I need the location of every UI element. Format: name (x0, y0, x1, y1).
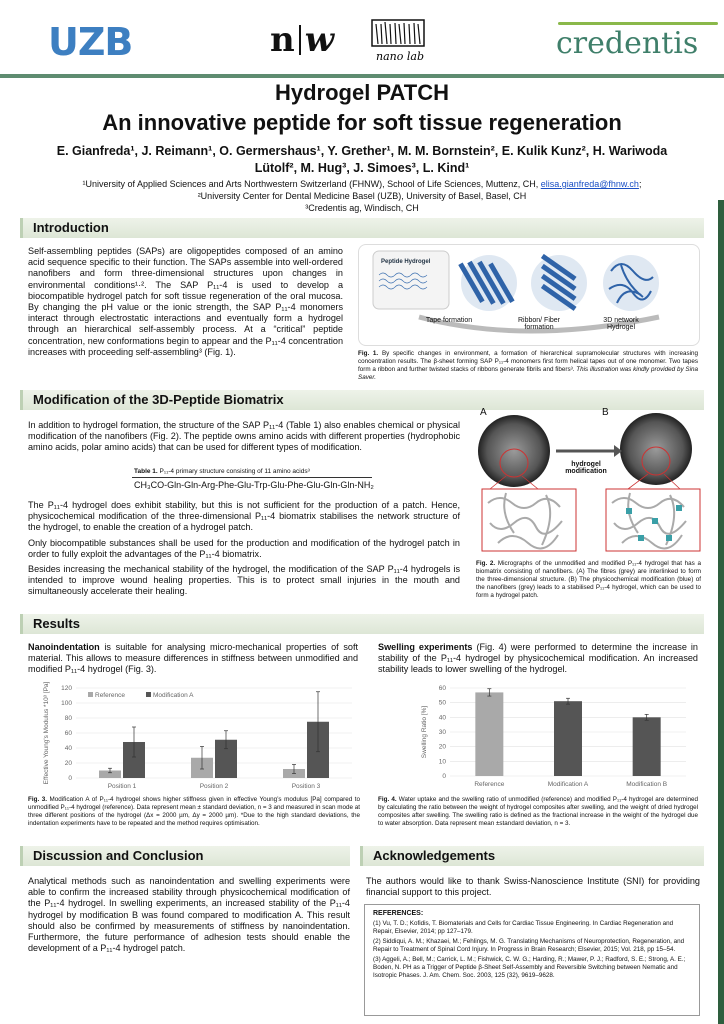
table1-rule (132, 477, 372, 478)
fig3-caption-label: Fig. 3. (28, 796, 47, 803)
y-axis-label: Effective Young's Modulus *10³ [Pa] (43, 682, 50, 785)
references-heading: REFERENCES: (373, 910, 424, 917)
legend-swatch (88, 692, 93, 697)
affiliation-3: ³Credentis ag, Windisch, CH (305, 203, 419, 213)
fig2-caption-text: Micrographs of the unmodified and modified P₁₁-4 hydrogel that has a biomatrix consisting of nanofibers. (A) The fibres (grey) are interlinked to form the three-dimensional structure. (B) The physicochemical modification (blue) of the nanofibers (grey) leads to a stabilised P₁₁-4 hydrogel, which can be used to form a hydrogel patch. (476, 560, 701, 599)
legend-label: Modification A (153, 692, 194, 699)
y-tick-label: 100 (61, 700, 72, 707)
fig1-caption-label: Fig. 1. (358, 350, 379, 357)
y-tick-label: 60 (64, 730, 72, 737)
fig2-label-a: A (480, 407, 487, 418)
credentis-text: credentis (556, 26, 699, 61)
fig2-caption (476, 560, 701, 600)
fig2-arrow-label: hydrogel modification (565, 461, 607, 475)
results-nano-body: is suitable for analysing micro-mechanical properties of soft material. This allows to measure differences in stiffness between unmodified and modified P₁₁-4 hydrogel (Fig. 3). (28, 642, 358, 675)
y-tick-label: 120 (61, 685, 72, 692)
x-tick-label: Position 3 (291, 783, 321, 790)
y-tick-label: 20 (438, 743, 446, 751)
fhnw-logo (270, 20, 334, 60)
results-swell-bold: Swelling experiments (378, 642, 473, 652)
intro-text: Self-assembling peptides (SAPs) are oligopeptides composed of an amino acid sequence specific to their function. The SAPs assemble into well-ordered nanofibers and form three-dimensional structures upon changes in environmental conditions¹·². The SAP P₁₁-4 is used to develop a biocompatible hydrogel patch for soft tissue regeneration of the oral mucosa. By changing the pH value or the ionic strength, the SAP P₁₁-4 monomers interact through electrostatic interactions and eventually form a hydrogel through an hierarchical self-assembly process. At a “critical” peptide concentration, new conformations begin to appear and the P₁₁-4 concentration increases with proceeding self-assembling³ (Fig. 1). (28, 246, 343, 357)
references-box (364, 904, 700, 1016)
side-accent-bar (718, 200, 724, 1024)
intro-heading-text: Introduction (33, 220, 109, 235)
fig1-caption (358, 350, 698, 382)
y-tick-label: 10 (438, 758, 446, 766)
acknowledgements-text: The authors would like to thank Swiss-Nanoscience Institute (SNI) for providing financial support to this project. (366, 876, 700, 898)
acknowledgements-heading (360, 846, 704, 866)
fig3-caption (28, 796, 360, 828)
acknowledgements-heading-text: Acknowledgements (373, 848, 496, 863)
y-tick-label: 40 (438, 714, 446, 722)
fig4-caption (378, 796, 698, 828)
fig3-chart (40, 682, 360, 792)
credentis-swoosh (558, 22, 718, 25)
fig2-illustration (476, 413, 701, 553)
modification-heading-text: Modification of the 3D-Peptide Biomatrix (33, 392, 284, 407)
x-tick-label: Modification A (547, 781, 589, 788)
fhnw-divider (299, 25, 301, 55)
reference-3: (3) Aggeli, A.; Bell, M.; Carrick, L. M.; Fishwick, C. W. G.; Harding, R.; Mawer, P. J.; Radford, S. E.; Strong, A. E.; Boden, N. PH as a Trigger of Peptide β-Sheet Self-Assembly and Reversible Switching between Nematic and Isotropic Phases. J. Am. Chem. Soc. 2003, 125 (32), 9619–9628. (373, 956, 686, 979)
modification-p2: The P₁₁-4 hydrogel does exhibit stability, but this is not sufficient for the production of a patch. Hence, physicochemical modification of the three-dimensional P₁₁-4 biomatrix stabilises the network structure of the hydrogel, to enable the creation of a hydrogel patch. (28, 500, 460, 533)
modification-p4: Besides increasing the mechanical stability of the hydrogel, the modification of the SAP P₁₁-4 hydrogels is intended to improve wound healing properties. This is to protect small injuries in the mouth and simultaneously accelerate their healing. (28, 564, 460, 597)
fig1-box (358, 244, 700, 346)
fhnw-w: w (304, 20, 335, 60)
nano-lab-logo (368, 14, 432, 66)
discussion-heading-text: Discussion and Conclusion (33, 848, 204, 863)
authors-line2: Lütolf², M. Hug³, J. Simoes³, L. Kind¹ (254, 161, 470, 175)
affiliation-1-end: ; (638, 179, 642, 189)
legend-label: Reference (95, 692, 125, 699)
modification-p1: In addition to hydrogel formation, the structure of the SAP P₁₁-4 (Table 1) also enables chemical or physical modification of the nanofibers (Fig. 2). The peptide owns amino acids with different properties (hydrophobic amino acids, polar amino acids) that can be used for different types of modification. (28, 420, 460, 453)
bar (554, 701, 582, 776)
y-tick-label: 50 (438, 699, 446, 707)
results-heading-text: Results (33, 616, 80, 631)
affiliation-2: ²University Center for Dental Medicine Basel (UZB), University of Basel, Basel, CH (197, 191, 527, 201)
fig1-caption-credit: This illustration was kindly provided by Sina Saver. (358, 366, 698, 381)
y-axis-label: Swelling Ratio [%] (421, 705, 428, 759)
results-swell-text (378, 642, 698, 676)
y-tick-label: 0 (68, 775, 72, 782)
authors-line1: E. Gianfreda¹, J. Reimann¹, O. Germershaus¹, Y. Grether¹, M. M. Bornstein², E. Kulik Kunz², H. Wariwoda (56, 144, 668, 158)
intro-heading (20, 218, 704, 238)
discussion-text: Analytical methods such as nanoindentation and swelling experiments were able to confirm the increased stability through physicochemical modification of the P₁₁-4 hydrogel. In swelling experiments, an increased stability of the P₁₁-4 hydrogel by modification B was found compared to modification A. This result should also be confirmed by measurements of stiffness by nanoindentation. Furthermore, the future performance of adhesion tests should enable the development of a P₁₁-4 hydrogel patch. (28, 876, 350, 954)
y-tick-label: 0 (442, 773, 446, 780)
table1-caption-text: P₁₁-4 primary structure consisting of 11 amino acids³ (159, 468, 310, 475)
fig2-caption-label: Fig. 2. (476, 560, 496, 567)
authors (20, 143, 704, 177)
bar (633, 717, 661, 776)
affiliations (20, 178, 704, 214)
email-link[interactable]: elisa.gianfreda@fhnw.ch (540, 179, 639, 189)
x-tick-label: Position 1 (107, 783, 137, 790)
fig2-label-b: B (602, 407, 609, 418)
table1-caption (134, 468, 374, 475)
legend-swatch (146, 692, 151, 697)
fhnw-n: n (270, 20, 295, 60)
results-swell-body: (Fig. 4) were performed to determine the increase in stability of the P₁₁-4 hydrogel by physicochemical modification. An increased stability leads to lower swelling of the hydrogel. (378, 642, 698, 675)
y-tick-label: 30 (438, 729, 446, 736)
fig1-label-ribbon: Ribbon/ Fiber formation (517, 317, 561, 331)
reference-2: (2) Siddiqui, A. M.; Khazaei, M.; Fehlings, M. G. Translating Mechanisms of Neuroprotection, Regeneration, and Repair to Treatment of Spinal Cord Injury. In Progress in Brain Research; Elsevier, 2015; Vol. 218, pp 15–54. (373, 938, 685, 953)
title-line1: Hydrogel PATCH (275, 80, 449, 105)
y-tick-label: 20 (64, 760, 72, 767)
table1-caption-label: Table 1. (134, 468, 158, 475)
reference-1: (1) Vu, T. D.; Kofidis, T. Biomaterials and Cells for Cardiac Tissue Engineering. In Cardiac Regeneration and Repair, Elsevier, 2014; pp 127–179. (373, 920, 674, 935)
credentis-logo (556, 26, 698, 61)
x-tick-label: Position 2 (199, 783, 229, 790)
results-nano-text (28, 642, 358, 676)
modification-p3: Only biocompatible substances shall be used for the production and modification of the hydrogel patch in order to fully exploit the advantages of the P₁₁-4 biomatrix. (28, 538, 460, 560)
x-tick-label: Reference (474, 781, 505, 788)
discussion-heading (20, 846, 350, 866)
y-tick-label: 80 (64, 715, 72, 722)
x-tick-label: Modification B (626, 781, 668, 788)
fig1-caption-text: By specific changes in environment, a formation of hierarchical supramolecular structures with increasing concentration results. The β-sheet forming SAP P₁₁-4 monomers first form helical tapes out of one monomer. Two tapes form a ribbon and further twisted stacks of ribbons generate fibrils and fibers³. (358, 350, 699, 373)
affiliation-1 (20, 178, 704, 190)
table1-sequence: CH₃CO-Gln-Gln-Arg-Phe-Glu-Trp-Glu-Phe-Glu-Gln-Gln-NH₂ (134, 480, 374, 490)
y-tick-label: 40 (64, 745, 72, 752)
fig4-caption-label: Fig. 4. (378, 796, 397, 803)
fig4-caption-text: Water uptake and the swelling ratio of unmodified (reference) and modified P₁₁-4 hydrogel are determined by calculating the ratio between the weight of hydrogel composites after swelling, and the weight of dried hydrogel composites after swelling. The swelling ratio is defined as the fractional increase in the weight of the hydrogel due to water absorption. Data represent mean ±standard deviation, n = 3. (378, 796, 698, 827)
fig1-label-tape: Tape formation (425, 317, 473, 324)
fig2 (476, 407, 701, 553)
fig1-label-network: 3D network Hydrogel (603, 317, 639, 331)
results-heading (20, 614, 704, 634)
nano-lab-text: nano lab (376, 50, 424, 63)
fig3-caption-text: Modification A of P₁₁-4 hydrogel shows higher stiffness given in effective Young’s modulus [Pa] compared to unmodified P₁₁-4 hydrogel (reference). Data represent mean ± standard deviation, n = 3 and measured in scan mode at three different positions of the hydrogel (Δx = 2000 µm, Δy = 2000 µm). *Due to the high standard deviations, the indentation experiments have to be repeated and the method requires optimisation. (28, 796, 361, 827)
bar (475, 692, 503, 776)
title-line2: An innovative peptide for soft tissue regeneration (102, 110, 622, 135)
fig4-chart (418, 684, 698, 792)
results-nano-bold: Nanoindentation (28, 642, 100, 652)
uzb-logo: UZB (48, 20, 133, 64)
fig1-title: Peptide Hydrogel (381, 259, 431, 265)
header-divider (0, 74, 724, 78)
y-tick-label: 60 (438, 685, 446, 692)
affiliation-1-text: ¹University of Applied Sciences and Arts Northwestern Switzerland (FHNW), School of Life Sciences, Muttenz, CH, (82, 179, 539, 189)
